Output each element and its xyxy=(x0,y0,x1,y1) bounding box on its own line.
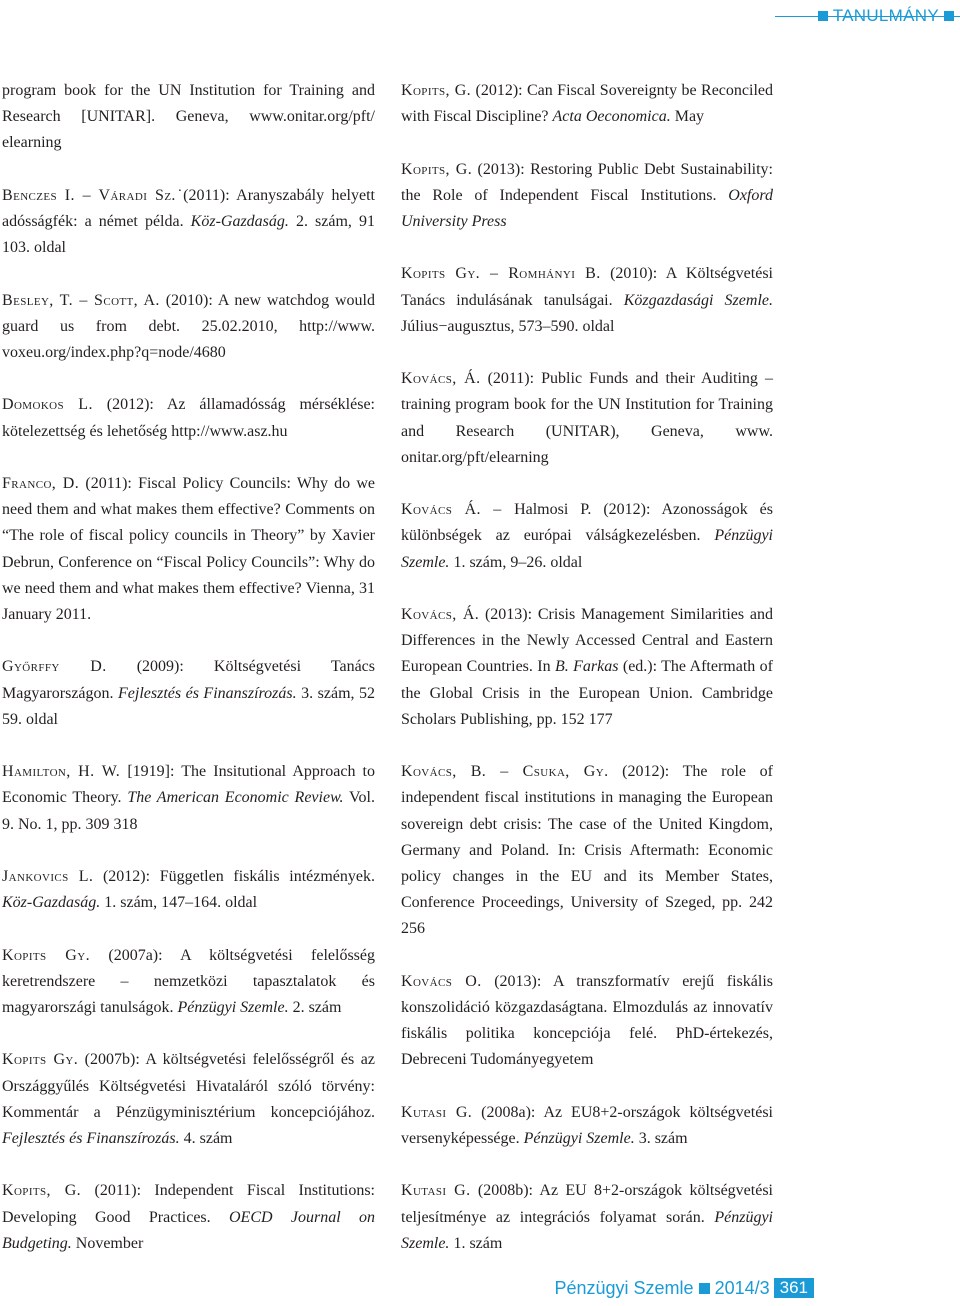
reference-text: (2013): A transzformatív erejű fiskális konszolidáció közgazdaságtana. Elmozdulás az innovatív fiskális politika koncepciója felé. PhD-értekezés, Debreceni Tudományegyetem xyxy=(401,972,773,1069)
reference-text: 3. szám xyxy=(634,1130,688,1147)
reference-publication: Acta Oeconomica. xyxy=(552,108,671,126)
reference-entry xyxy=(2,654,375,733)
reference-text: (2009): Költségvetési Tanács Magyarországon. xyxy=(2,658,376,702)
reference-entry xyxy=(2,864,375,916)
reference-author: Kovács, Á. xyxy=(401,605,480,623)
reference-entry xyxy=(2,1178,375,1257)
section-title: TANULMÁNY xyxy=(832,6,939,25)
reference-text: (2012): The role of independent fiscal institutions in managing the European sovereign debt crisis: The case of the United Kingdom, Germany and Poland. In: Crisis Aftermath: Economic policy changes in the EU and its Member States, Conference Proceedings, University of Szeged, pp. 242 256 xyxy=(401,763,773,938)
reference-publication: Közgazdasági Szemle. xyxy=(623,291,773,309)
reference-text: 3. szám, 52 59. oldal xyxy=(2,684,376,728)
reference-entry xyxy=(401,366,773,471)
reference-text: 2. szám xyxy=(288,998,342,1016)
reference-author: Kutasi G. xyxy=(401,1182,471,1200)
reference-author: Besley, T. – Scott, A. xyxy=(2,291,160,309)
reference-entry xyxy=(2,183,375,262)
reference-text: (2012): Független fiskális intézmények. xyxy=(93,867,375,885)
reference-text: (2010): A new watchdog would guard us from debt. 25.02.2010, http://www. voxeu.org/index.php?q=node/4680 xyxy=(2,291,376,361)
references-left-column xyxy=(2,78,375,1283)
reference-text: May xyxy=(670,108,705,126)
reference-entry xyxy=(2,392,375,444)
reference-publication: OECD Journal on Budgeting. xyxy=(2,1208,375,1252)
reference-entry xyxy=(401,602,773,733)
reference-text: 2. szám, 91 103. oldal xyxy=(2,213,376,257)
reference-text: Július−augusztus, 573–590. oldal xyxy=(401,317,615,335)
reference-author: Kopits, G. xyxy=(2,1182,82,1200)
reference-publication: Fejlesztés és Finanszírozás. xyxy=(2,1129,180,1147)
reference-publication: Köz-Gazdaság. xyxy=(190,213,289,230)
reference-author: Kovács, Á. xyxy=(401,370,481,388)
reference-text: (2011): Public Funds and their Auditing – training program book for the UN Institution for Training and Research (UNITAR), Geneva, www. onitar.org/pft/elearning xyxy=(401,370,773,466)
reference-text: (2012): Can Fiscal Sovereignty be Reconciled with Fiscal Discipline? xyxy=(401,82,773,126)
reference-author: Kovács, B. – Csuka, Gy. xyxy=(401,763,609,781)
reference-author: Kopits, G. xyxy=(401,82,472,99)
reference-text: ̇(2011): Aranyszabály helyett adósságfék: a német példa. xyxy=(2,186,375,230)
reference-publication: Pénzügyi Szemle. xyxy=(523,1130,635,1147)
footer-square-icon xyxy=(699,1283,710,1294)
reference-entry xyxy=(401,759,773,942)
reference-publication: B. Farkas xyxy=(555,658,619,676)
reference-text: (2013): Restoring Public Debt Sustainability: the Role of Independent Fiscal Institutions. xyxy=(401,160,774,204)
reference-author: Kovács Á. – xyxy=(401,501,515,519)
reference-entry xyxy=(401,157,773,236)
page-footer xyxy=(554,1276,814,1300)
reference-entry xyxy=(401,497,773,576)
reference-author: Domokos L. xyxy=(2,396,93,414)
reference-entry xyxy=(401,969,773,1074)
reference-entry xyxy=(401,78,773,130)
reference-author: Kopits Gy. xyxy=(2,1051,79,1069)
reference-text: (ed.): The Aftermath of the Global Crisis in the European Union. Cambridge Scholars Publishing, pp. 152 177 xyxy=(401,658,773,728)
reference-text: 1. szám, 147–164. oldal xyxy=(100,894,258,912)
reference-entry xyxy=(401,1178,773,1257)
reference-text: program book for the UN Institution for Training and Research [UNITAR]. Geneva, www.onitar.org/pft/ elearning xyxy=(2,82,375,152)
reference-text: (2008a): Az EU8+2-országok költségvetési versenyképessége. xyxy=(401,1103,774,1147)
reference-text: [1919]: The Insitutional Approach to Economic Theory. xyxy=(2,763,376,807)
reference-author: Kopits Gy. – Romhányi B. xyxy=(401,265,601,283)
reference-text: (2011): Independent Fiscal Institutions: Developing Good Practices. xyxy=(2,1182,376,1226)
reference-entry xyxy=(2,943,375,1022)
reference-entry xyxy=(2,78,375,157)
reference-author: Győrffy D. xyxy=(2,658,107,676)
reference-author: Kutasi G. xyxy=(401,1103,473,1121)
reference-entry xyxy=(2,471,375,628)
reference-entry xyxy=(2,1047,375,1152)
reference-publication: Fejlesztés és Finanszírozás. xyxy=(118,684,297,702)
reference-publication: Oxford University Press xyxy=(401,186,773,230)
references-right-column xyxy=(401,78,773,1283)
reference-text: Vol. 9. No. 1, pp. 309 318 xyxy=(2,789,375,833)
reference-entry xyxy=(401,1100,773,1152)
reference-text: (2007b): A költségvetési felelősségről és az Országgyűlés Költségvetési Hivataláról szóló törvény: Kommentár a Pénzügyminisztérium koncepciójához. xyxy=(2,1051,375,1121)
reference-text: (2010): A Költségvetési Tanács indulásának tanulságai. xyxy=(401,265,773,309)
reference-author: Benczes I. – Váradi Sz. xyxy=(2,186,176,204)
reference-author: Hamilton, H. W. xyxy=(2,763,121,781)
reference-publication: Pénzügyi Szemle. xyxy=(177,998,289,1016)
reference-text: November xyxy=(71,1234,144,1252)
reference-publication: Pénzügyi Szemle. xyxy=(401,527,773,571)
reference-publication: Köz-Gazdaság. xyxy=(2,894,101,912)
reference-entry xyxy=(2,288,375,367)
reference-text: (2012): Az államadósság mérséklése: kötelezettség és lehetőség http://www.asz.hu xyxy=(2,396,375,440)
reference-author: Kopits, G. xyxy=(401,160,473,178)
header-rule xyxy=(775,16,960,17)
reference-author: Kopits Gy. xyxy=(2,946,90,964)
reference-text: (2007a): A költségvetési felelősség keretrendszere – nemzetközi tapasztalatok és magyarországi tanulságok. xyxy=(2,946,375,1016)
reference-text: (2011): Fiscal Policy Councils: Why do we need them and what makes them effective? Comments on “The role of fiscal policy councils in Theory” by Xavier Debrun, Conference on “Fiscal Policy Councils”: Why do we need them and what makes them effective? Vienna, 31 January 2011. xyxy=(2,474,376,623)
reference-text: (2013): Crisis Management Similarities and Differences in the Newly Accessed Central and Eastern European Countries. In xyxy=(401,605,773,676)
reference-text: (2008b): Az EU 8+2-országok költségvetési teljesítménye az integrációs folyamat során. xyxy=(401,1182,773,1226)
reference-text: 4. szám xyxy=(179,1129,233,1147)
reference-text: 1. szám xyxy=(449,1234,503,1252)
reference-entry xyxy=(2,759,375,838)
reference-text: Halmosi P. (2012): Azonosságok és különbségek az európai válságkezelésben. xyxy=(401,501,773,545)
journal-name: Pénzügyi Szemle xyxy=(554,1277,694,1298)
reference-author: Kovács O. xyxy=(401,972,482,990)
reference-author: Franco, D. xyxy=(2,474,80,492)
page-number: 361 xyxy=(774,1278,814,1298)
reference-text: 1. szám, 9–26. oldal xyxy=(449,553,583,571)
reference-author: Jankovics L. xyxy=(2,867,94,885)
reference-entry xyxy=(401,261,773,340)
reference-publication: Pénzügyi Szemle. xyxy=(401,1208,773,1252)
issue-number: 2014/3 xyxy=(714,1277,770,1298)
reference-publication: The American Economic Review. xyxy=(127,789,344,807)
